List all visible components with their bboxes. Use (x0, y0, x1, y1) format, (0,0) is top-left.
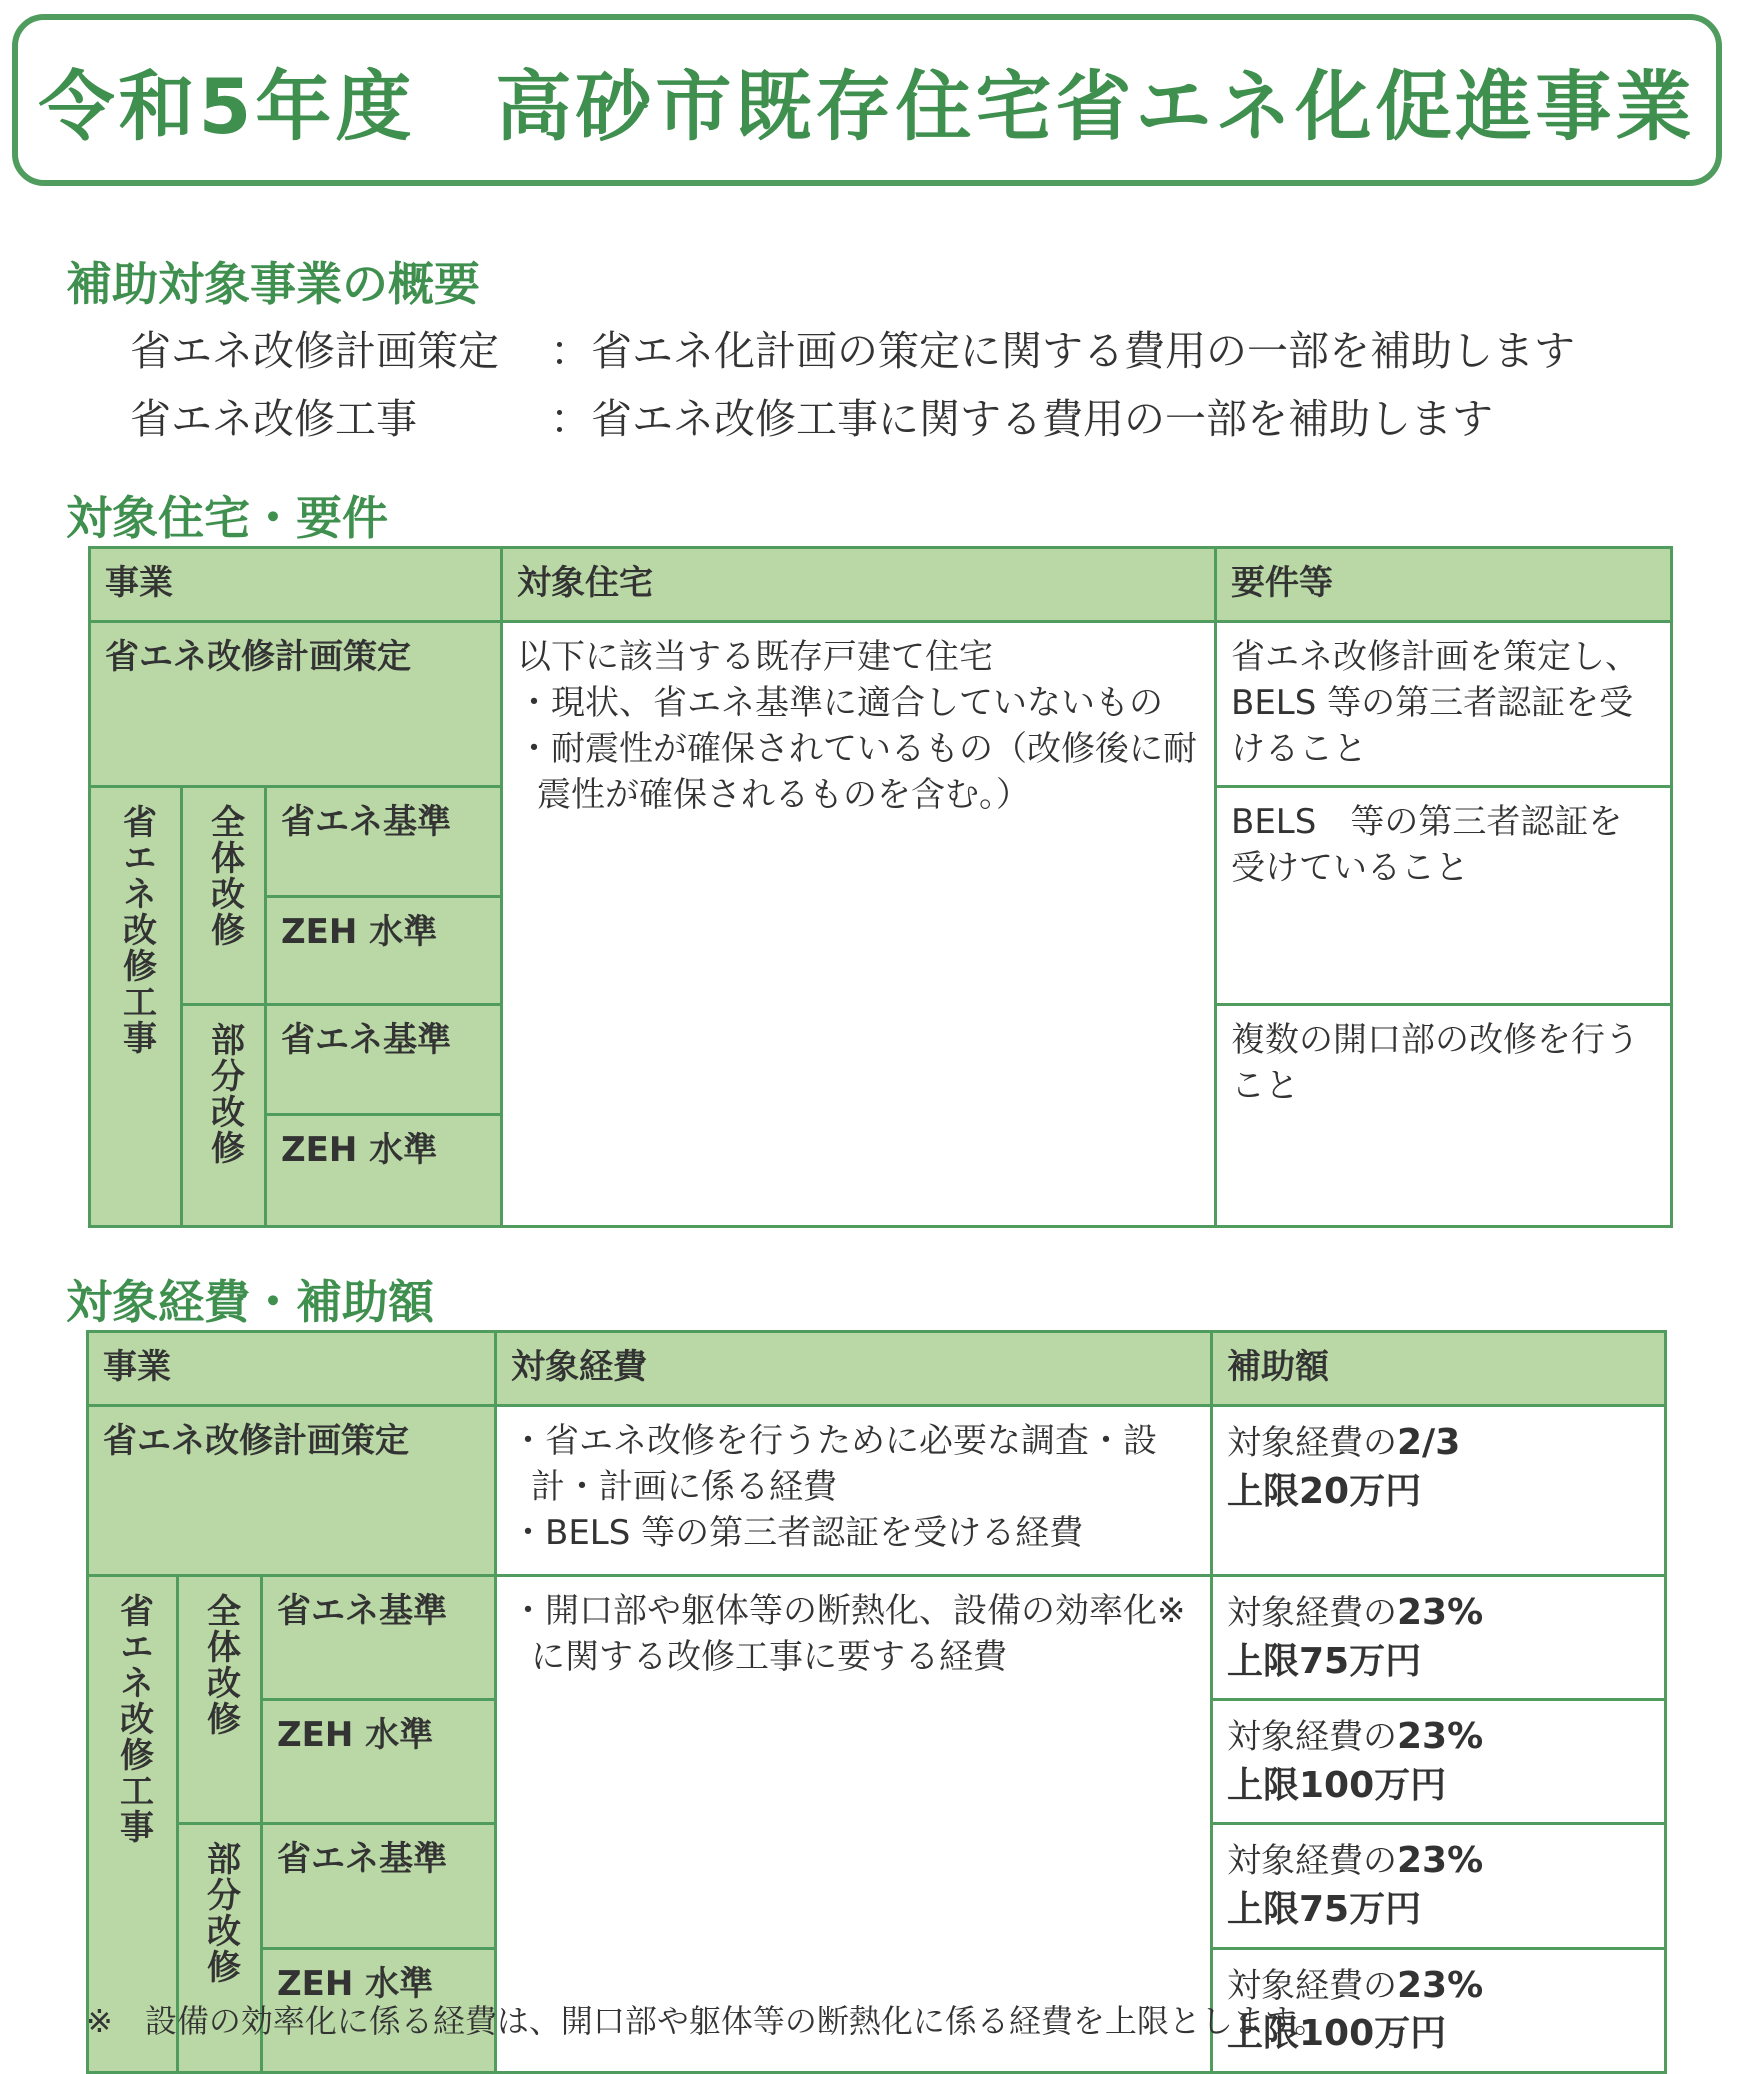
req-cond-plan: 省エネ改修計画を策定し、BELS 等の第三者認証を受けること (1216, 622, 1672, 787)
overview-heading: 補助対象事業の概要 (66, 257, 480, 311)
req-partial-std: 省エネ基準 (266, 1004, 502, 1114)
req-full-zeh: ZEH 水準 (266, 896, 502, 1004)
req-full-std: 省エネ基準 (266, 786, 502, 896)
exp-amount-partial-std-rate: 23% (1397, 1840, 1484, 1882)
req-cond-full: BELS 等の第三者認証を受けていること (1216, 786, 1672, 1004)
exp-work-label: 省エネ改修工事 (113, 1593, 154, 1845)
exp-amount-partial-std-cap: 上限75万円 (1227, 1888, 1422, 1930)
exp-full-zeh: ZEH 水準 (262, 1700, 496, 1824)
req-work-label: 省エネ改修工事 (116, 803, 157, 1056)
req-header-conditions: 要件等 (1216, 548, 1672, 622)
req-plan-label: 省エネ改修計画策定 (90, 622, 502, 787)
req-header-target: 対象住宅 (502, 548, 1216, 622)
exp-amount-full-std-cap: 上限75万円 (1227, 1640, 1422, 1682)
req-full-label-cell (182, 786, 266, 1004)
req-partial-zeh: ZEH 水準 (266, 1114, 502, 1226)
overview-desc-plan: ：省エネ化計画の策定に関する費用の一部を補助します (550, 327, 1575, 375)
overview-desc-work: ：省エネ改修工事に関する費用の一部を補助します (550, 395, 1493, 443)
requirements-heading: 対象住宅・要件 (66, 491, 388, 545)
exp-amount-full-zeh-rate: 23% (1397, 1716, 1484, 1758)
req-target-line: ・現状、省エネ基準に適合していないもの (517, 682, 1163, 723)
exp-amount-plan (1212, 1406, 1666, 1576)
exp-amount-partial-zeh-prefix: 対象経費の (1227, 1965, 1397, 2006)
page-title: 令和5年度 高砂市既存住宅省エネ化促進事業 (38, 61, 1696, 151)
overview-label-work: 省エネ改修工事 (130, 395, 417, 443)
exp-amount-full-zeh (1212, 1700, 1666, 1824)
overview-row-work (130, 386, 1493, 445)
expenses-table (86, 1330, 1667, 2074)
exp-full-label: 全体改修 (200, 1593, 241, 1737)
exp-amount-full-zeh-prefix: 対象経費の (1227, 1717, 1397, 1758)
exp-header-business: 事業 (88, 1332, 496, 1406)
req-full-label: 全体改修 (204, 803, 245, 948)
footnote: ※ 設備の効率化に係る経費は、開口部や躯体等の断熱化に係る経費を上限とします。 (86, 2002, 1327, 2040)
exp-full-std: 省エネ基準 (262, 1576, 496, 1700)
exp-header-expense: 対象経費 (496, 1332, 1212, 1406)
exp-work-expense-line: ・開口部や躯体等の断熱化、設備の効率化※に関する改修工事に要する経費 (511, 1591, 1186, 1677)
exp-amount-full-std-rate: 23% (1397, 1592, 1484, 1633)
req-target-cell (502, 622, 1216, 1227)
exp-plan-expense-line: ・BELS 等の第三者認証を受ける経費 (511, 1512, 1084, 1553)
req-partial-label-cell (182, 1004, 266, 1226)
req-cond-partial: 複数の開口部の改修を行うこと (1216, 1004, 1672, 1226)
exp-partial-label: 部分改修 (200, 1841, 241, 1986)
exp-plan-label: 省エネ改修計画策定 (88, 1406, 496, 1576)
exp-amount-plan-cap: 上限20万円 (1227, 1470, 1422, 1512)
req-target-line: ・耐震性が確保されているもの（改修後に耐震性が確保されるものを含む。） (517, 728, 1197, 815)
exp-amount-partial-zeh-rate: 23% (1397, 1964, 1484, 2006)
exp-amount-partial-zeh-cap: 上限100万円 (1227, 2013, 1447, 2055)
exp-plan-expense (496, 1406, 1212, 1576)
exp-amount-full-zeh-cap: 上限100万円 (1227, 1764, 1447, 1806)
overview-label-plan: 省エネ改修計画策定 (130, 327, 499, 375)
exp-full-label-cell (178, 1576, 262, 1824)
req-partial-label: 部分改修 (204, 1021, 245, 1166)
exp-amount-plan-rate: 2/3 (1397, 1422, 1461, 1463)
title-box (12, 14, 1722, 186)
exp-amount-partial-std-prefix: 対象経費の (1227, 1841, 1397, 1882)
exp-partial-std: 省エネ基準 (262, 1824, 496, 1948)
req-target-line: 以下に該当する既存戸建て住宅 (517, 637, 993, 677)
req-header-business: 事業 (90, 548, 502, 622)
overview-row-plan (130, 318, 1575, 377)
exp-amount-full-std (1212, 1576, 1666, 1700)
exp-plan-expense-line: ・省エネ改修を行うために必要な調査・設計・計画に係る経費 (511, 1421, 1157, 1507)
exp-header-amount: 補助額 (1212, 1332, 1666, 1406)
exp-amount-full-std-prefix: 対象経費の (1227, 1593, 1397, 1633)
exp-amount-partial-std (1212, 1824, 1666, 1948)
exp-partial-zeh: ZEH 水準 (262, 1948, 496, 2072)
req-work-label-cell (90, 786, 182, 1226)
requirements-table (88, 546, 1673, 1228)
expenses-heading: 対象経費・補助額 (66, 1275, 434, 1329)
exp-amount-plan-prefix: 対象経費の (1227, 1423, 1397, 1463)
